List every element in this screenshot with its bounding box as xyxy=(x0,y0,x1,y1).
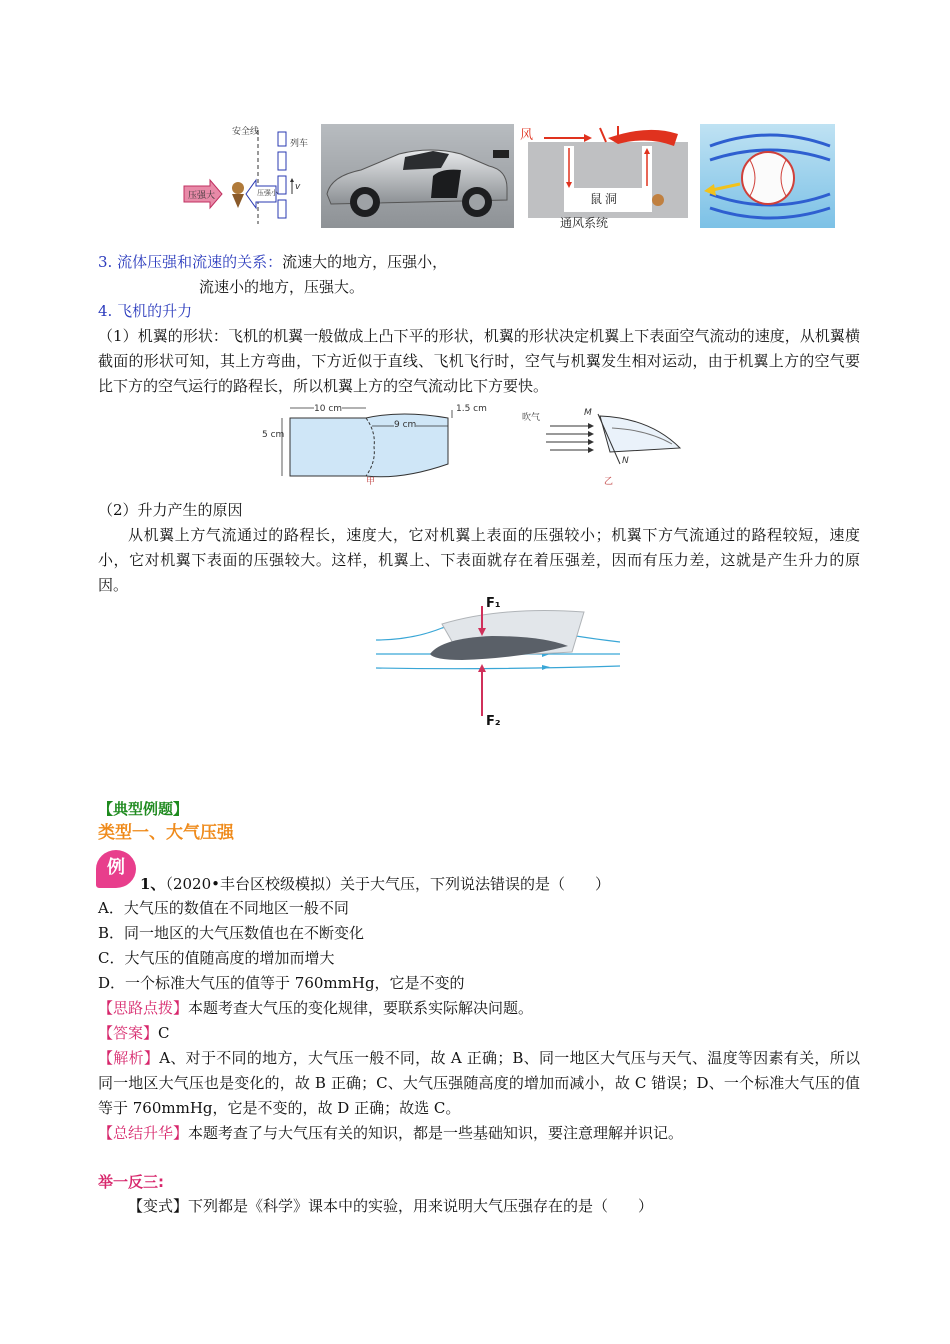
option-d: D．一个标准大气压的值等于 760mmHg，它是不变的 xyxy=(98,974,465,992)
burrow-ventilation-figure xyxy=(518,124,696,228)
section3-title: 3. 流体压强和流速的关系： xyxy=(98,253,283,271)
jia-10cm: 10 cm xyxy=(314,404,343,414)
hole-label: 鼠洞 xyxy=(590,192,621,206)
practice-heading: 举一反三: xyxy=(98,1173,164,1191)
yi-caption: 乙 xyxy=(604,477,614,487)
variant-label: 【变式】 xyxy=(128,1197,189,1215)
option-c: C．大气压的值随高度的增加而增大 xyxy=(98,949,335,967)
section4-paragraph1: （1）机翼的形状：飞机的机翼一般做成上凸下平的形状，机翼的形状决定机翼上下表面空气流动的速度，从机翼横截面的形状可知，其上方弯曲，下方近似于直线、飞机飞行时，空气与机翼发生相对运动，由于机翼上方的空气要比下方的空气运行的路程长，所以机翼上方的空气流动比下方要快。 xyxy=(98,327,860,395)
summary-label: 【总结升华】 xyxy=(98,1124,189,1142)
section3-line2: 流速小的地方，压强大。 xyxy=(199,278,365,296)
wind-label: 风 xyxy=(520,128,534,143)
type1-heading: 类型一、大气压强 xyxy=(98,823,234,843)
f2-label: F₂ xyxy=(486,714,501,729)
yi-m-label: M xyxy=(584,408,592,418)
section4-paragraph2: 从机翼上方气流通过的路程长，速度大，它对机翼上表面的压强较小；机翼下方气流通过的路程较短，速度小，它对机翼下表面的压强较大。这样，机翼上、下表面就存在着压强差，因而有压力差，这就是产生升力的原因。 xyxy=(98,526,860,594)
hint-text: 本题考查大气压的变化规律，要联系实际解决问题。 xyxy=(188,999,534,1017)
hint-label: 【思路点拨】 xyxy=(98,999,189,1017)
option-b: B．同一地区的大气压数值也在不断变化 xyxy=(98,924,365,942)
jia-1-5cm: 1.5 cm xyxy=(456,404,487,414)
train-label: 列车 xyxy=(290,139,309,149)
section4-p2-title: （2）升力产生的原因 xyxy=(98,501,243,519)
summary-line xyxy=(98,1121,683,1146)
section4-title: 4. 飞机的升力 xyxy=(98,302,193,320)
question-text: （2020•丰台区校级模拟）关于大气压，下列说法错误的是（ ） xyxy=(165,875,610,893)
yi-blow-label: 吹气 xyxy=(522,413,541,423)
lift-force-figure xyxy=(372,596,624,736)
hint-line xyxy=(98,996,533,1021)
analysis-block xyxy=(98,1046,860,1121)
answer-text: C xyxy=(158,1024,170,1042)
jia-caption: 甲 xyxy=(366,477,376,487)
jia-5cm: 5 cm xyxy=(262,430,285,440)
variant-text: 下列都是《科学》课本中的实验，用来说明大气压强存在的是（ ） xyxy=(188,1197,654,1215)
variant-line xyxy=(128,1194,653,1219)
baseball-airflow-figure xyxy=(700,124,835,228)
wing-shape-figure-jia xyxy=(262,402,494,488)
example-badge xyxy=(96,850,136,888)
ventilation-label: 通风系统 xyxy=(560,216,609,230)
jia-9cm: 9 cm xyxy=(394,420,417,430)
answer-line xyxy=(98,1021,170,1046)
question-line xyxy=(140,872,610,897)
example-badge-text: 例 xyxy=(107,857,125,878)
yi-n-label: N xyxy=(622,456,629,466)
answer-label: 【答案】 xyxy=(98,1024,159,1042)
figure-train-platform xyxy=(180,124,315,228)
option-a: A．大气压的数值在不同地区一般不同 xyxy=(98,899,349,917)
high-pressure-label: 压强大 xyxy=(188,191,216,201)
summary-text: 本题考查了与大气压有关的知识，都是一些基础知识，要注意理解并识记。 xyxy=(188,1124,684,1142)
section3-line1-text: 流速大的地方，压强小， xyxy=(282,253,448,271)
section3-line1 xyxy=(98,250,447,275)
low-pressure-label: 压强小 xyxy=(257,189,278,197)
safety-line-label: 安全线 xyxy=(232,127,260,137)
velocity-label: v xyxy=(295,182,301,192)
wing-airflow-figure-yi xyxy=(520,402,692,488)
race-car-photo xyxy=(321,124,514,228)
question-number: 1、 xyxy=(140,875,166,893)
f1-label: F₁ xyxy=(486,596,501,611)
examples-heading: 【典型例题】 xyxy=(98,800,189,818)
analysis-label: 【解析】 xyxy=(98,1049,160,1067)
analysis-text: A、对于不同的地方，大气压一般不同，故 A 正确；B、同一地区大气压与天气、温度等因素有关，所以同一地区大气压也是变化的，故 B 正确；C、大气压强随高度的增加而减小，故 C 错误；D、一个标准大气压的值等于 760mmHg，它是不变的，故 D 正确；故选 C。 xyxy=(98,1049,860,1117)
